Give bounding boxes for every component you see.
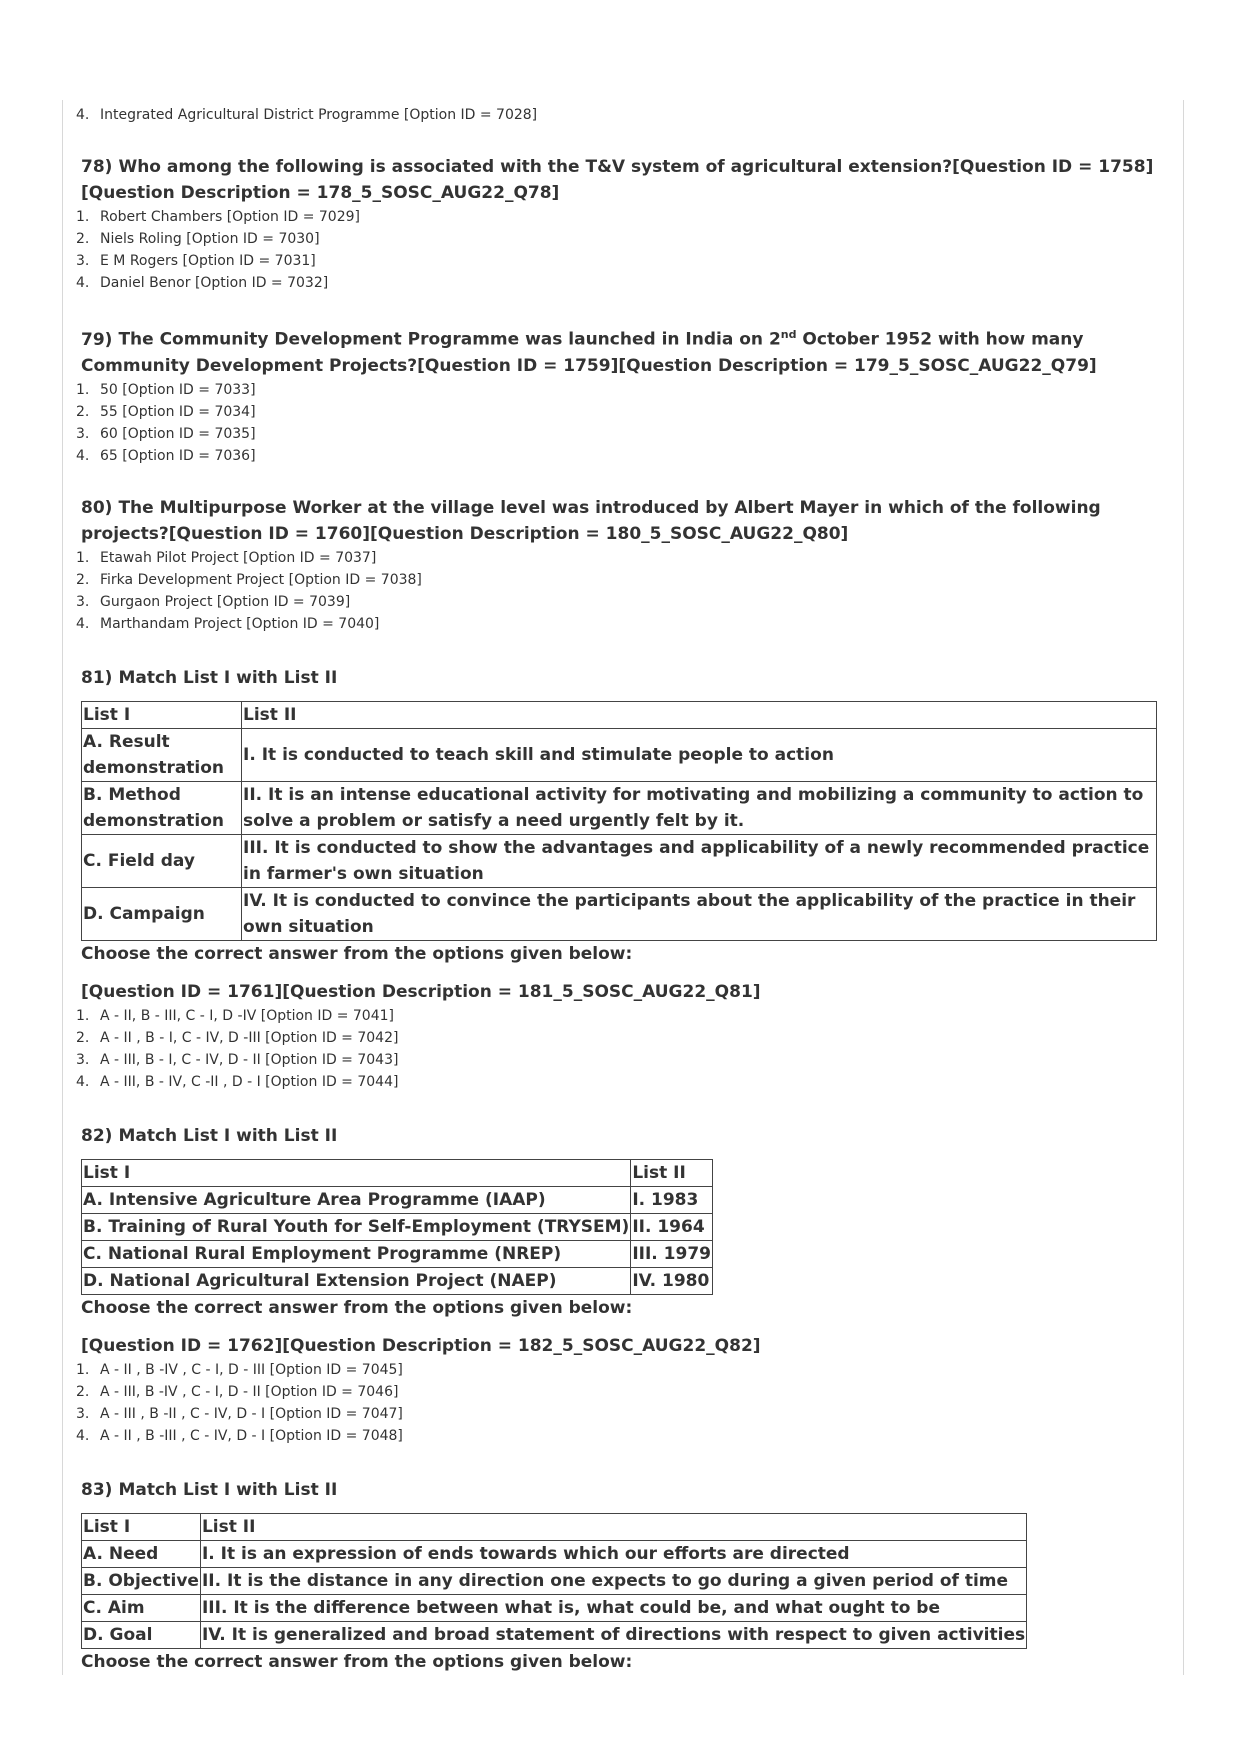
table-cell: II. 1964 (631, 1213, 713, 1240)
table-row (82, 728, 1157, 781)
table-cell: III. It is the difference between what is, what could be, and what ought to be (200, 1594, 1026, 1621)
table-header-cell: List II (242, 701, 1157, 728)
table-row (82, 834, 1157, 887)
match-table-82 (81, 1159, 713, 1295)
instruction-text: Choose the correct answer from the options given below: (81, 1297, 633, 1318)
option-item[interactable]: 3. E M Rogers [Option ID = 7031] (76, 253, 316, 269)
table-cell: I. It is conducted to teach skill and stimulate people to action (242, 728, 1157, 781)
table-cell: D. National Agricultural Extension Project (NAEP) (82, 1267, 631, 1294)
question-79: 79) The Community Development Programme was launched in India on 2nd October 1952 with how many Community Development Projects?[Question ID = 1759][Question Description = 179_5_SOSC_AUG22_Q79] (81, 328, 1097, 376)
option-item[interactable]: 1. A - II, B - III, C - I, D -IV [Option ID = 7041] (76, 1007, 394, 1024)
table-cell: B. Training of Rural Youth for Self-Employment (TRYSEM) (82, 1213, 631, 1240)
table-header-cell: List I (82, 1159, 631, 1186)
option-item[interactable]: 1. 50 [Option ID = 7033] (76, 381, 256, 398)
option-item[interactable]: 4. A - III, B - IV, C -II , D - I [Option ID = 7044] (76, 1073, 399, 1090)
table-row (82, 1267, 713, 1294)
option-item[interactable]: 2. A - II , B - I, C - IV, D -III [Option ID = 7042] (76, 1029, 399, 1046)
table-cell: A. Intensive Agriculture Area Programme (IAAP) (82, 1186, 631, 1213)
table-cell: II. It is an intense educational activity for motivating and mobilizing a community to action to solve a problem or satisfy a need urgently felt by it. (242, 781, 1157, 834)
table-cell: D. Campaign (82, 887, 242, 940)
table-row (82, 887, 1157, 940)
option-item[interactable]: 4. 65 [Option ID = 7036] (76, 447, 256, 464)
table-header-row (82, 1513, 1027, 1540)
table-row (82, 1186, 713, 1213)
option-item[interactable]: 1. A - II , B -IV , C - I, D - III [Option ID = 7045] (76, 1361, 403, 1378)
match-table-83 (81, 1513, 1027, 1649)
question-83: 83) Match List I with List II (81, 1479, 338, 1500)
instruction-text: Choose the correct answer from the options given below: (81, 943, 633, 964)
options-80 (76, 547, 1176, 635)
table-header-cell: List I (82, 701, 242, 728)
table-cell: A. Need (82, 1540, 201, 1567)
option-item[interactable]: 3. A - III , B -II , C - IV, D - I [Option ID = 7047] (76, 1405, 403, 1422)
table-cell: B. Method demonstration (82, 781, 242, 834)
table-cell: A. Result demonstration (82, 728, 242, 781)
table-row (82, 781, 1157, 834)
option-item[interactable]: 3. A - III, B - I, C - IV, D - II [Option ID = 7043] (76, 1051, 399, 1068)
option-item[interactable]: 4. A - II , B -III , C - IV, D - I [Option ID = 7048] (76, 1427, 403, 1444)
instruction-text: Choose the correct answer from the options given below: (81, 1651, 633, 1672)
table-cell: C. Field day (82, 834, 242, 887)
table-row (82, 1240, 713, 1267)
option-item[interactable]: 2. A - III, B -IV , C - I, D - II [Option ID = 7046] (76, 1383, 399, 1400)
table-cell: IV. 1980 (631, 1267, 713, 1294)
options-81 (76, 1005, 1176, 1093)
table-cell: D. Goal (82, 1621, 201, 1648)
option-item[interactable]: 3. Gurgaon Project [Option ID = 7039] (76, 593, 351, 610)
table-row (82, 1594, 1027, 1621)
question-id-81: [Question ID = 1761][Question Description = 181_5_SOSC_AUG22_Q81] (81, 981, 761, 1002)
option-item[interactable]: 4. Marthandam Project [Option ID = 7040] (76, 615, 380, 632)
match-table-81 (81, 701, 1157, 941)
table-cell: C. Aim (82, 1594, 201, 1621)
options-78 (76, 206, 1176, 294)
question-id-82: [Question ID = 1762][Question Description = 182_5_SOSC_AUG22_Q82] (81, 1335, 761, 1356)
option-item[interactable]: 1. Robert Chambers [Option ID = 7029] (76, 209, 360, 225)
question-80: 80) The Multipurpose Worker at the village level was introduced by Albert Mayer in which of the following projects?[Question ID = 1760][Question Description = 180_5_SOSC_AUG22_Q80] (81, 497, 1101, 544)
option-item[interactable]: 2. Niels Roling [Option ID = 7030] (76, 231, 320, 247)
table-cell: IV. It is conducted to convince the participants about the applicability of the practice in their own situation (242, 887, 1157, 940)
table-cell: II. It is the distance in any direction one expects to go during a given period of time (200, 1567, 1026, 1594)
table-row (82, 1540, 1027, 1567)
option-item[interactable]: 2. Firka Development Project [Option ID = 7038] (76, 571, 422, 588)
table-cell: IV. It is generalized and broad statement of directions with respect to given activities (200, 1621, 1026, 1648)
table-cell: I. It is an expression of ends towards which our efforts are directed (200, 1540, 1026, 1567)
option-item[interactable]: 4. Daniel Benor [Option ID = 7032] (76, 275, 329, 291)
option-item[interactable]: 2. 55 [Option ID = 7034] (76, 403, 256, 420)
table-header-cell: List II (200, 1513, 1026, 1540)
table-row (82, 1213, 713, 1240)
option-item[interactable]: 1. Etawah Pilot Project [Option ID = 7037] (76, 549, 377, 566)
question-82: 82) Match List I with List II (81, 1125, 338, 1146)
table-header-row (82, 1159, 713, 1186)
option-item: 4. Integrated Agricultural District Programme [Option ID = 7028] (76, 107, 538, 123)
table-cell: C. National Rural Employment Programme (NREP) (82, 1240, 631, 1267)
option-item[interactable]: 3. 60 [Option ID = 7035] (76, 425, 256, 442)
table-cell: I. 1983 (631, 1186, 713, 1213)
table-cell: B. Objective (82, 1567, 201, 1594)
table-cell: III. It is conducted to show the advantages and applicability of a newly recommended practice in farmer's own situation (242, 834, 1157, 887)
table-row (82, 1621, 1027, 1648)
table-header-cell: List I (82, 1513, 201, 1540)
table-header-cell: List II (631, 1159, 713, 1186)
table-row (82, 1567, 1027, 1594)
options-82 (76, 1359, 1176, 1447)
table-cell: III. 1979 (631, 1240, 713, 1267)
question-81: 81) Match List I with List II (81, 667, 338, 688)
question-paper (76, 104, 1176, 1675)
options-79 (76, 379, 1176, 467)
table-header-row (82, 701, 1157, 728)
question-78: 78) Who among the following is associated with the T&V system of agricultural extension?[Question ID = 1758][Question Description = 178_5_SOSC_AUG22_Q78] (81, 157, 1154, 203)
